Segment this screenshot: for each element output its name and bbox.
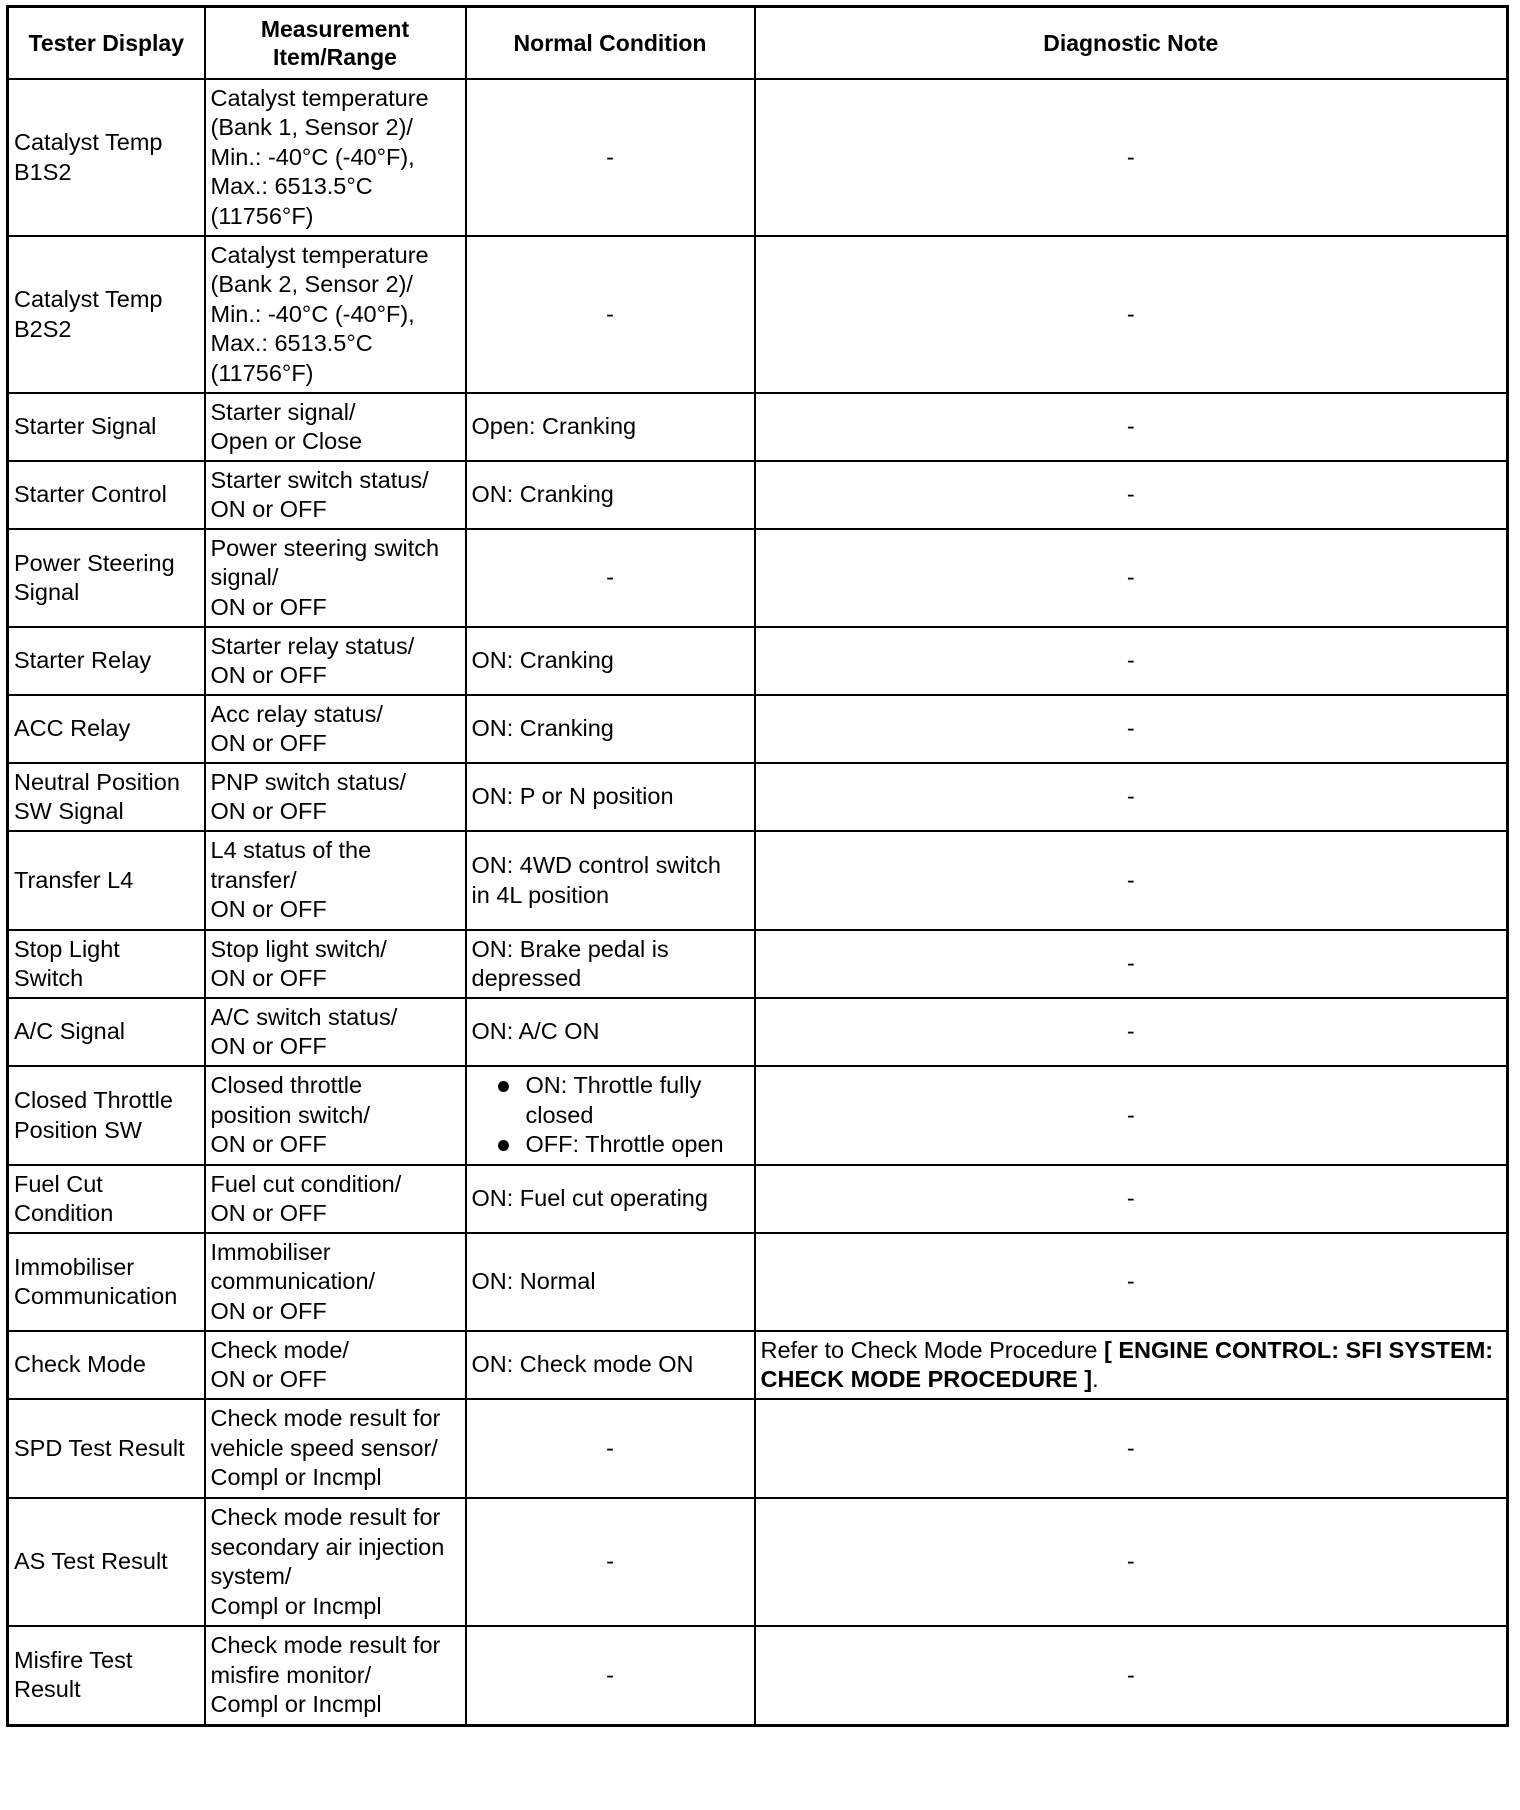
cell-tester-display: Transfer L4 [8, 831, 205, 930]
cell-diagnostic-note: - [755, 1498, 1508, 1626]
cell-tester-display: SPD Test Result [8, 1399, 205, 1498]
table-row [8, 236, 1508, 393]
table-row [8, 1233, 1508, 1331]
cell-normal-condition [466, 1066, 755, 1165]
table-row [8, 627, 1508, 695]
cell-tester-display: Catalyst Temp B1S2 [8, 79, 205, 236]
cell-measurement: Starter relay status/ ON or OFF [205, 627, 466, 695]
cell-tester-display: Closed Throttle Position SW [8, 1066, 205, 1165]
header-normal-condition: Normal Condition [466, 7, 755, 80]
cell-diagnostic-note: - [755, 393, 1508, 461]
table-row [8, 695, 1508, 763]
table-row [8, 930, 1508, 998]
cell-diagnostic-note: - [755, 763, 1508, 831]
cell-tester-display: Check Mode [8, 1331, 205, 1399]
cell-diagnostic-note: - [755, 529, 1508, 627]
cell-diagnostic-note: - [755, 1399, 1508, 1498]
cell-measurement: Power steering switch signal/ ON or OFF [205, 529, 466, 627]
check-mode-procedure-link[interactable]: [ ENGINE CONTROL: SFI SYSTEM: CHECK MODE PROCEDURE ] [760, 1336, 1494, 1392]
cell-measurement: Check mode result for secondary air injection system/ Compl or Incmpl [205, 1498, 466, 1626]
cell-normal-condition: ON: Cranking [466, 695, 755, 763]
cell-diagnostic-note: - [755, 79, 1508, 236]
cell-measurement: Starter switch status/ ON or OFF [205, 461, 466, 529]
cell-measurement: Check mode result for vehicle speed sensor/ Compl or Incmpl [205, 1399, 466, 1498]
table-row [8, 831, 1508, 930]
table-row [8, 1066, 1508, 1165]
cell-tester-display: AS Test Result [8, 1498, 205, 1626]
cell-tester-display: Starter Control [8, 461, 205, 529]
cell-normal-condition: ON: P or N position [466, 763, 755, 831]
table-row [8, 461, 1508, 529]
table-header-row [8, 7, 1508, 80]
cell-tester-display: ACC Relay [8, 695, 205, 763]
cell-tester-display: Starter Relay [8, 627, 205, 695]
table-row [8, 393, 1508, 461]
cell-tester-display: Starter Signal [8, 393, 205, 461]
cell-measurement: A/C switch status/ ON or OFF [205, 998, 466, 1066]
cell-tester-display: Neutral Position SW Signal [8, 763, 205, 831]
bullet-item: ON: Throttle fully closed [498, 1071, 749, 1130]
cell-diagnostic-note: - [755, 930, 1508, 998]
cell-diagnostic-note: - [755, 1066, 1508, 1165]
cell-measurement: Closed throttle position switch/ ON or OFF [205, 1066, 466, 1165]
cell-normal-condition: - [466, 1399, 755, 1498]
note-suffix: . [1092, 1366, 1099, 1392]
note-text: Refer to Check Mode Procedure [760, 1336, 1105, 1363]
cell-normal-condition: ON: Cranking [466, 627, 755, 695]
cell-normal-condition: ON: A/C ON [466, 998, 755, 1066]
cell-normal-condition: - [466, 1498, 755, 1626]
cell-diagnostic-note: - [755, 461, 1508, 529]
cell-normal-condition: ON: Brake pedal is depressed [466, 930, 755, 998]
cell-measurement: Starter signal/ Open or Close [205, 393, 466, 461]
data-list-table [6, 5, 1509, 1727]
table-row [8, 1331, 1508, 1399]
header-tester-display: Tester Display [8, 7, 205, 80]
table-row [8, 1626, 1508, 1725]
table-row [8, 763, 1508, 831]
cell-normal-condition: ON: Cranking [466, 461, 755, 529]
cell-diagnostic-note [755, 1331, 1508, 1399]
cell-measurement: Stop light switch/ ON or OFF [205, 930, 466, 998]
cell-diagnostic-note: - [755, 627, 1508, 695]
cell-diagnostic-note: - [755, 998, 1508, 1066]
cell-diagnostic-note: - [755, 695, 1508, 763]
cell-measurement: Fuel cut condition/ ON or OFF [205, 1165, 466, 1233]
cell-tester-display: A/C Signal [8, 998, 205, 1066]
header-measurement-item-range: Measurement Item/Range [205, 7, 466, 80]
cell-normal-condition: - [466, 1626, 755, 1725]
cell-normal-condition: ON: 4WD control switch in 4L position [466, 831, 755, 930]
cell-normal-condition: - [466, 529, 755, 627]
cell-normal-condition: - [466, 79, 755, 236]
cell-normal-condition: ON: Normal [466, 1233, 755, 1331]
cell-measurement: Catalyst temperature (Bank 1, Sensor 2)/ Min.: -40°C (-40°F), Max.: 6513.5°C (11756°F) [205, 79, 466, 236]
header-diagnostic-note: Diagnostic Note [755, 7, 1508, 80]
cell-measurement: L4 status of the transfer/ ON or OFF [205, 831, 466, 930]
table-row [8, 1165, 1508, 1233]
table-row [8, 529, 1508, 627]
normal-condition-bullet-list [472, 1071, 749, 1160]
table-row [8, 998, 1508, 1066]
cell-tester-display: Fuel Cut Condition [8, 1165, 205, 1233]
cell-measurement: Check mode/ ON or OFF [205, 1331, 466, 1399]
cell-tester-display: Power Steering Signal [8, 529, 205, 627]
cell-normal-condition: ON: Check mode ON [466, 1331, 755, 1399]
cell-measurement: Check mode result for misfire monitor/ Compl or Incmpl [205, 1626, 466, 1725]
cell-diagnostic-note: - [755, 1165, 1508, 1233]
table-row [8, 1498, 1508, 1626]
cell-tester-display: Immobiliser Communication [8, 1233, 205, 1331]
cell-diagnostic-note: - [755, 1233, 1508, 1331]
cell-normal-condition: Open: Cranking [466, 393, 755, 461]
cell-normal-condition: - [466, 236, 755, 393]
cell-measurement: Immobiliser communication/ ON or OFF [205, 1233, 466, 1331]
table-row [8, 1399, 1508, 1498]
table-row [8, 79, 1508, 236]
data-list-sheet [6, 5, 1509, 1727]
cell-measurement: PNP switch status/ ON or OFF [205, 763, 466, 831]
cell-diagnostic-note: - [755, 831, 1508, 930]
cell-tester-display: Stop Light Switch [8, 930, 205, 998]
cell-measurement: Catalyst temperature (Bank 2, Sensor 2)/ Min.: -40°C (-40°F), Max.: 6513.5°C (11756°F) [205, 236, 466, 393]
bullet-item: OFF: Throttle open [498, 1130, 749, 1160]
cell-tester-display: Catalyst Temp B2S2 [8, 236, 205, 393]
cell-normal-condition: ON: Fuel cut operating [466, 1165, 755, 1233]
cell-measurement: Acc relay status/ ON or OFF [205, 695, 466, 763]
cell-diagnostic-note: - [755, 236, 1508, 393]
cell-tester-display: Misfire Test Result [8, 1626, 205, 1725]
cell-diagnostic-note: - [755, 1626, 1508, 1725]
